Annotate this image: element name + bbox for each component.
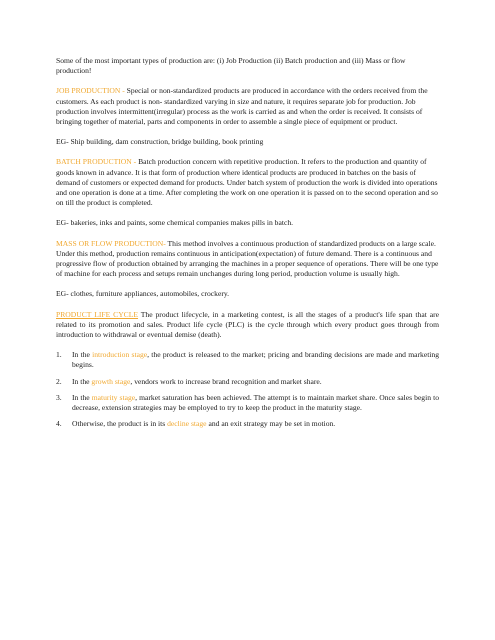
list-item-suffix: , the product is released to the market; pricing and branding decisions are made and marketing begins. <box>72 350 440 370</box>
batch-production-body: Batch production concern with repetitive production. It refers to the production and quantity of goods known in advance. It is that form of production where identical products are produced in batches on the basis of demand of customers or expected demand for products. Under batch system of production the work is divided into operations and one operation is done at a time. After completing the work on one operation it is passed on to the second operation and so on till the product is completed. <box>56 157 438 208</box>
mass-production-heading: MASS OR FLOW PRODUCTION- <box>56 238 166 248</box>
job-production-paragraph <box>56 86 439 127</box>
list-item-prefix: In the <box>72 376 92 386</box>
mass-production-examples: EG- clothes, furniture appliances, automobiles, crockery. <box>56 289 230 299</box>
batch-production-heading: BATCH PRODUCTION - <box>56 157 137 167</box>
decline-stage-term: decline stage <box>167 419 207 429</box>
product-life-cycle-body: The product lifecycle, in a marketing contest, is all the stages of a product's life span that are related to its promotion and sales. Product life cycle (PLC) is the cycle through which every product goes through from introduction to withdrawal or eventual demise (death). <box>56 309 439 340</box>
batch-production-paragraph <box>56 157 439 208</box>
product-life-cycle-heading: PRODUCT LIFE CYCLE <box>56 309 139 319</box>
list-item-prefix: Otherwise, the product is in its <box>72 419 168 429</box>
list-item-text <box>72 350 439 370</box>
list-item <box>56 393 439 413</box>
list-item-text <box>72 377 439 387</box>
product-life-cycle-paragraph <box>56 310 439 341</box>
introduction-stage-term: introduction stage <box>92 350 148 360</box>
list-item-suffix: , market saturation has been achieved. The attempt is to maintain market share. Once sales begin to decrease, extension strategies may be employed to try to keep the product in the maturity stage. <box>72 392 439 413</box>
list-item-number: 2. <box>56 376 62 386</box>
list-item <box>56 419 439 429</box>
job-production-heading: JOB PRODUCTION - <box>56 86 125 96</box>
list-item <box>56 350 439 370</box>
batch-production-examples: EG- bakeries, inks and paints, some chemical companies makes pills in batch. <box>56 218 294 228</box>
list-item-suffix: and an exit strategy may be set in motion. <box>206 419 336 429</box>
list-item-text <box>72 419 439 429</box>
growth-stage-term: growth stage <box>91 376 131 386</box>
list-item-prefix: In the <box>72 392 92 402</box>
job-production-body: Special or non-standardized products are produced in accordance with the orders received from the customers. As each product is non- standardized varying in size and nature, it requires separate job for production. Job production involves intermittent(irregular) process as the work is carried as and when the order is received. It consists of bringing together of material, parts and components in order to assemble a single piece of equipment or product. <box>56 86 428 127</box>
list-item-text <box>72 393 439 413</box>
list-item-number: 4. <box>56 419 62 429</box>
mass-production-body: This method involves a continuous production of standardized products on a large scale. Under this method, production remains continuous in anticipation(expectation) of future demand. There is a continuous and progressive flow of production obtained by arranging the machines in a proper sequence of operations. There will be one type of machine for each process and setups remain unchanges during long period, production volume is usually high. <box>56 238 439 279</box>
intro-paragraph: Some of the most important types of production are: (i) Job Production (ii) Batch production and (iii) Mass or flow production! <box>56 56 406 76</box>
list-item-number: 1. <box>56 350 62 360</box>
list-item-prefix: In the <box>72 350 93 360</box>
list-item <box>56 377 439 387</box>
maturity-stage-term: maturity stage <box>91 392 136 402</box>
life-cycle-stages-list <box>56 350 439 429</box>
mass-production-paragraph <box>56 239 439 280</box>
list-item-suffix: , vendors work to increase brand recognition and market share. <box>130 376 322 386</box>
job-production-examples: EG- Ship building, dam construction, bridge building, book printing <box>56 137 264 147</box>
list-item-number: 3. <box>56 392 62 402</box>
